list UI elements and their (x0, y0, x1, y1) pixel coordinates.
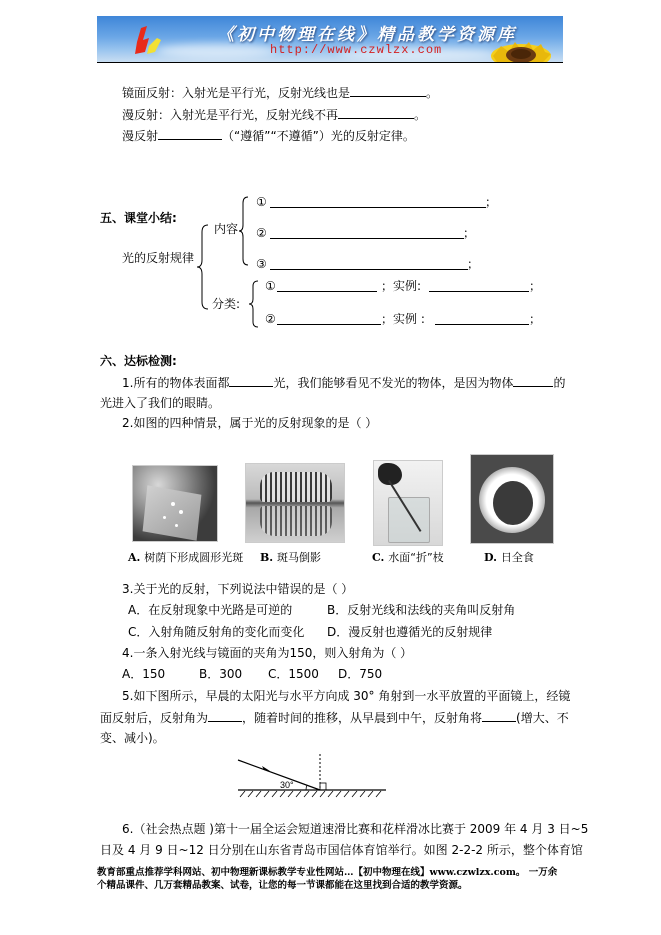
answer-blank[interactable] (158, 128, 222, 140)
photo-bent-branch (373, 460, 443, 546)
q4-option-d[interactable]: D．750 (338, 667, 383, 681)
intro-line-2-text: 漫反射：入射光是平行光，反射光线不再 (122, 108, 339, 122)
photo-zebra-reflection (245, 463, 345, 543)
q4-option-c[interactable]: C．1500 (268, 667, 319, 681)
header-divider (97, 62, 563, 63)
classify-blank-2[interactable] (277, 324, 381, 325)
punct: ； (485, 195, 498, 209)
answer-blank[interactable] (229, 375, 273, 387)
section-heading-test: 六、达标检测: (100, 354, 177, 368)
classify-brace-icon (248, 280, 260, 328)
q1-text: 的 (553, 376, 566, 390)
question-6: 6.（社会热点题 )第十一届全运会短道速滑比赛和花样滑冰比赛于 2009 年 4 月 3 日~5 (122, 822, 589, 836)
paper-shape (143, 485, 202, 541)
classify-label: 分类: (212, 297, 241, 311)
question-5: 5.如下图所示，早晨的太阳光与水平方向成 30° 角射到一水平放置的平面镜上，经镜 (122, 689, 571, 703)
caption-text: 树荫下形成圆形光斑 (144, 551, 244, 564)
question-2: 2.如图的四种情景，属于光的反射现象的是（ ） (122, 416, 378, 430)
intro-line-3-suffix: （“遵循”“不遵循”）光的反射定律。 (222, 129, 415, 143)
glass-shape (388, 497, 430, 543)
section-heading-summary: 五、课堂小结: (100, 211, 177, 225)
header-banner (97, 16, 563, 62)
q5-text: ，随着时间的推移，从早晨到中午，反射角将 (242, 711, 483, 725)
q3-option-b[interactable]: B．反射光线和法线的夹角叫反射角 (327, 603, 516, 617)
item-marker: ② (256, 226, 267, 240)
example-label: ；实例 : (381, 312, 425, 326)
ray-arrow-icon (262, 766, 270, 771)
question-4: 4.一条入射光线与镜面的夹角为150，则入射角为（ ） (122, 646, 413, 660)
question-5-cont (100, 710, 569, 725)
q5-text: (增大、不 (516, 711, 569, 725)
zebra-reflection-shape (260, 506, 332, 536)
angle-arc (306, 785, 307, 790)
example-blank-1[interactable] (429, 291, 529, 292)
caption-text: 水面“折”枝 (388, 551, 444, 564)
q5-text: 面反射后，反射角为 (100, 711, 209, 725)
intro-line-3-text: 漫反射 (122, 129, 159, 143)
classify-blank-1[interactable] (277, 291, 377, 292)
question-1 (122, 375, 565, 390)
light-spot (179, 510, 183, 514)
caption-letter: C. (372, 551, 385, 564)
content-item-1 (256, 195, 267, 209)
summary-root-label: 光的反射规律 (122, 251, 195, 265)
site-logo-icon (127, 24, 167, 56)
content-blank-1[interactable] (270, 207, 486, 208)
punct: ； (467, 257, 480, 271)
incident-ray (238, 760, 320, 790)
banner-url[interactable]: http://www.czwlzx.com (270, 43, 443, 57)
light-spot (163, 516, 166, 519)
sunflower-icon (489, 34, 553, 62)
intro-line-2 (122, 107, 426, 122)
example-label: ；实例: (381, 279, 422, 293)
intro-line-1 (122, 85, 438, 100)
photo-tree-shade (132, 465, 218, 542)
footer-line-1: 教育部重点推荐学科网站、初中物理新课标教学专业性网站…【初中物理在线】www.czwlzx.com。 一万余 (97, 867, 558, 878)
footer-line-2: 个精品课件、几万套精品教案、试卷，让您的每一节课都能在这里找到合适的教学资源。 (97, 880, 468, 891)
q3-option-a[interactable]: A．在反射现象中光路是可逆的 (128, 603, 293, 617)
q3-option-c[interactable]: C．入射角随反射角的变化而变化 (128, 625, 305, 639)
q3-option-d[interactable]: D．漫反射也遵循光的反射规律 (327, 625, 493, 639)
light-spot (175, 524, 178, 527)
angle-label: 30° (280, 780, 294, 790)
root-brace-icon (196, 224, 210, 310)
content-blank-2[interactable] (270, 238, 464, 239)
q1-text: 1.所有的物体表面都 (122, 376, 230, 390)
punct: ； (529, 279, 542, 293)
mirror-diagram (232, 752, 392, 804)
question-6-cont: 日及 4 月 9 日~12 日分别在山东省青岛市国信体育馆举行。如图 2-2-2 所示，整个体育馆 (100, 843, 583, 857)
item-marker: ③ (256, 257, 267, 271)
answer-blank[interactable] (208, 710, 242, 722)
q4-option-b[interactable]: B．300 (199, 667, 243, 681)
item-marker: ① (256, 195, 267, 209)
question-1-cont: 光进入了我们的眼睛。 (100, 396, 221, 410)
intro-line-3 (122, 128, 415, 143)
item-marker: ② (265, 312, 276, 326)
intro-line-1-text: 镜面反射：入射光是平行光，反射光线也是 (122, 86, 351, 100)
item-marker: ① (265, 279, 276, 293)
caption-c (372, 549, 444, 565)
punct: 。 (426, 86, 439, 100)
content-blank-3[interactable] (270, 269, 468, 270)
caption-letter: B. (260, 551, 274, 564)
q4-option-a[interactable]: A．150 (122, 667, 166, 681)
content-item-2 (256, 226, 267, 240)
zebra-shape (260, 472, 332, 502)
caption-d (484, 549, 534, 565)
photo-solar-eclipse (470, 454, 554, 544)
light-spot (171, 502, 175, 506)
caption-a (128, 549, 243, 565)
content-label: 内容 (214, 222, 239, 236)
punct: ； (463, 226, 476, 240)
content-item-3 (256, 257, 267, 271)
caption-text: 斑马倒影 (276, 551, 321, 564)
moon-disc (493, 481, 533, 525)
caption-letter: D. (484, 551, 497, 564)
example-blank-2[interactable] (435, 324, 529, 325)
answer-blank[interactable] (338, 107, 414, 119)
caption-b (260, 549, 321, 565)
content-brace-icon (238, 196, 250, 266)
question-5-end: 变、减小)。 (100, 731, 165, 745)
banner-title: 《初中物理在线》精品教学资源库 (217, 25, 517, 45)
answer-blank[interactable] (350, 85, 426, 97)
cloud-decoration (157, 44, 277, 58)
answer-blank[interactable] (513, 375, 553, 387)
caption-letter: A. (128, 551, 141, 564)
mirror-hatching (240, 791, 381, 797)
punct: 。 (414, 108, 427, 122)
q1-text: 光，我们能够看见不发光的物体，是因为物体 (273, 376, 514, 390)
right-angle-mark (320, 783, 326, 790)
punct: ； (529, 312, 542, 326)
answer-blank[interactable] (482, 710, 516, 722)
question-3: 3.关于光的反射，下列说法中错误的是（ ） (122, 582, 354, 596)
caption-text: 日全食 (500, 551, 534, 564)
